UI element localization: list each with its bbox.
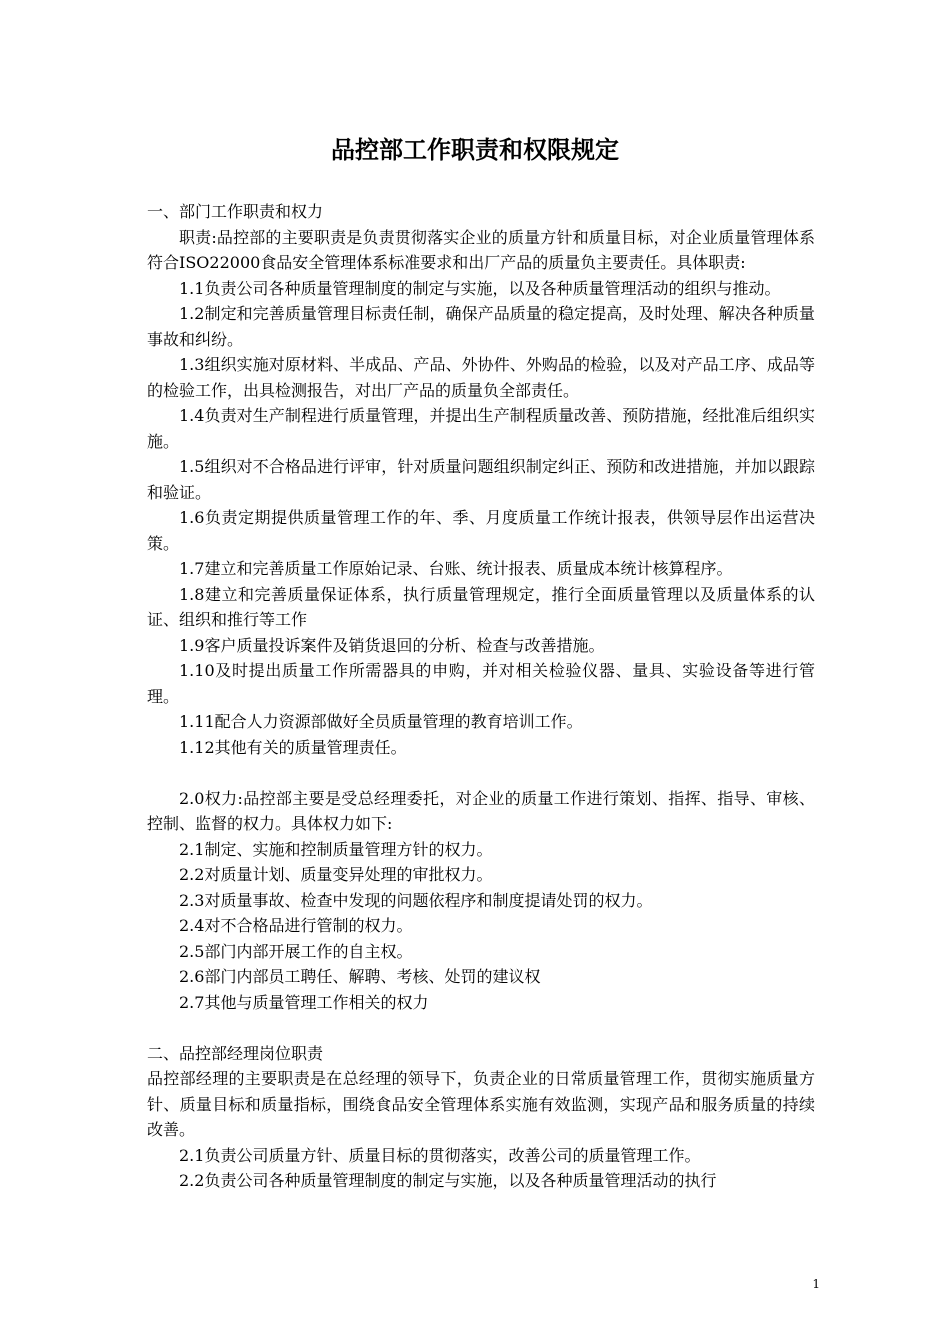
power-item: 2.1制定、实施和控制质量管理方针的权力。 <box>179 839 493 859</box>
power-item: 2.7其他与质量管理工作相关的权力 <box>179 992 429 1012</box>
section1-heading: 一、部门工作职责和权力 <box>147 202 324 221</box>
power-intro: 2.0权力:品控部主要是受总经理委托，对企业的质量工作进行策划、指挥、指导、审核、控制、监督的权力。具体权力如下: <box>147 788 815 833</box>
duty-item: 1.5组织对不合格品进行评审，针对质量问题组织制定纠正、预防和改进措施，并加以跟踪和验证。 <box>147 457 815 502</box>
duty-intro: 职责:品控部的主要职责是负责贯彻落实企业的质量方针和质量目标，对企业质量管理体系符合ISO22000食品安全管理体系标准要求和出厂产品的质量负主要责任。具体职责: <box>147 227 815 272</box>
spacer <box>147 760 815 786</box>
duty-item: 1.6负责定期提供质量管理工作的年、季、月度质量工作统计报表，供领导层作出运营决策。 <box>147 508 815 553</box>
document-title: 品控部工作职责和权限规定 <box>331 136 619 164</box>
duty-item: 1.1负责公司各种质量管理制度的制定与实施，以及各种质量管理活动的组织与推动。 <box>179 278 781 298</box>
manager-duty-item: 2.2负责公司各种质量管理制度的制定与实施，以及各种质量管理活动的执行 <box>179 1171 717 1190</box>
power-item: 2.5部门内部开展工作的自主权。 <box>179 941 413 961</box>
power-item: 2.2对质量计划、质量变异处理的审批权力。 <box>179 865 493 884</box>
duty-item: 1.12其他有关的质量管理责任。 <box>179 737 407 757</box>
section2-heading: 二、品控部经理岗位职责 <box>147 1043 324 1063</box>
duty-item: 1.9客户质量投诉案件及销货退回的分析、检查与改善措施。 <box>179 635 605 655</box>
power-item: 2.6部门内部员工聘任、解聘、考核、处罚的建议权 <box>179 967 541 986</box>
duty-item: 1.8建立和完善质量保证体系，执行质量管理规定，推行全面质量管理以及质量体系的认证、组织和推行等工作 <box>147 584 815 629</box>
duty-item: 1.7建立和完善质量工作原始记录、台账、统计报表、质量成本统计核算程序。 <box>179 559 733 578</box>
duty-item: 1.11配合人力资源部做好全员质量管理的教育培训工作。 <box>179 712 583 731</box>
duty-item: 1.3组织实施对原材料、半成品、产品、外协件、外购品的检验，以及对产品工序、成品等的检验工作，出具检测报告，对出厂产品的质量负全部责任。 <box>147 355 815 400</box>
duty-item: 1.10及时提出质量工作所需器具的申购，并对相关检验仪器、量具、实验设备等进行管理。 <box>147 661 815 706</box>
page-number: 1 <box>812 1277 820 1291</box>
document-body <box>147 199 815 1194</box>
duty-item: 1.2制定和完善质量管理目标责任制，确保产品质量的稳定提高，及时处理、解决各种质量事故和纠纷。 <box>147 304 815 349</box>
power-item: 2.4对不合格品进行管制的权力。 <box>179 916 413 935</box>
duty-item: 1.4负责对生产制程进行质量管理，并提出生产制程质量改善、预防措施，经批准后组织实施。 <box>147 406 815 451</box>
manager-duty-item: 2.1负责公司质量方针、质量目标的贯彻落实，改善公司的质量管理工作。 <box>179 1145 701 1165</box>
power-item: 2.3对质量事故、检查中发现的问题依程序和制度提请处罚的权力。 <box>179 890 653 910</box>
spacer <box>147 1015 815 1041</box>
section2-intro: 品控部经理的主要职责是在总经理的领导下，负责企业的日常质量管理工作，贯彻实施质量方针、质量目标和质量指标，围绕食品安全管理体系实施有效监测，实现产品和服务质量的持续改善。 <box>147 1069 815 1139</box>
